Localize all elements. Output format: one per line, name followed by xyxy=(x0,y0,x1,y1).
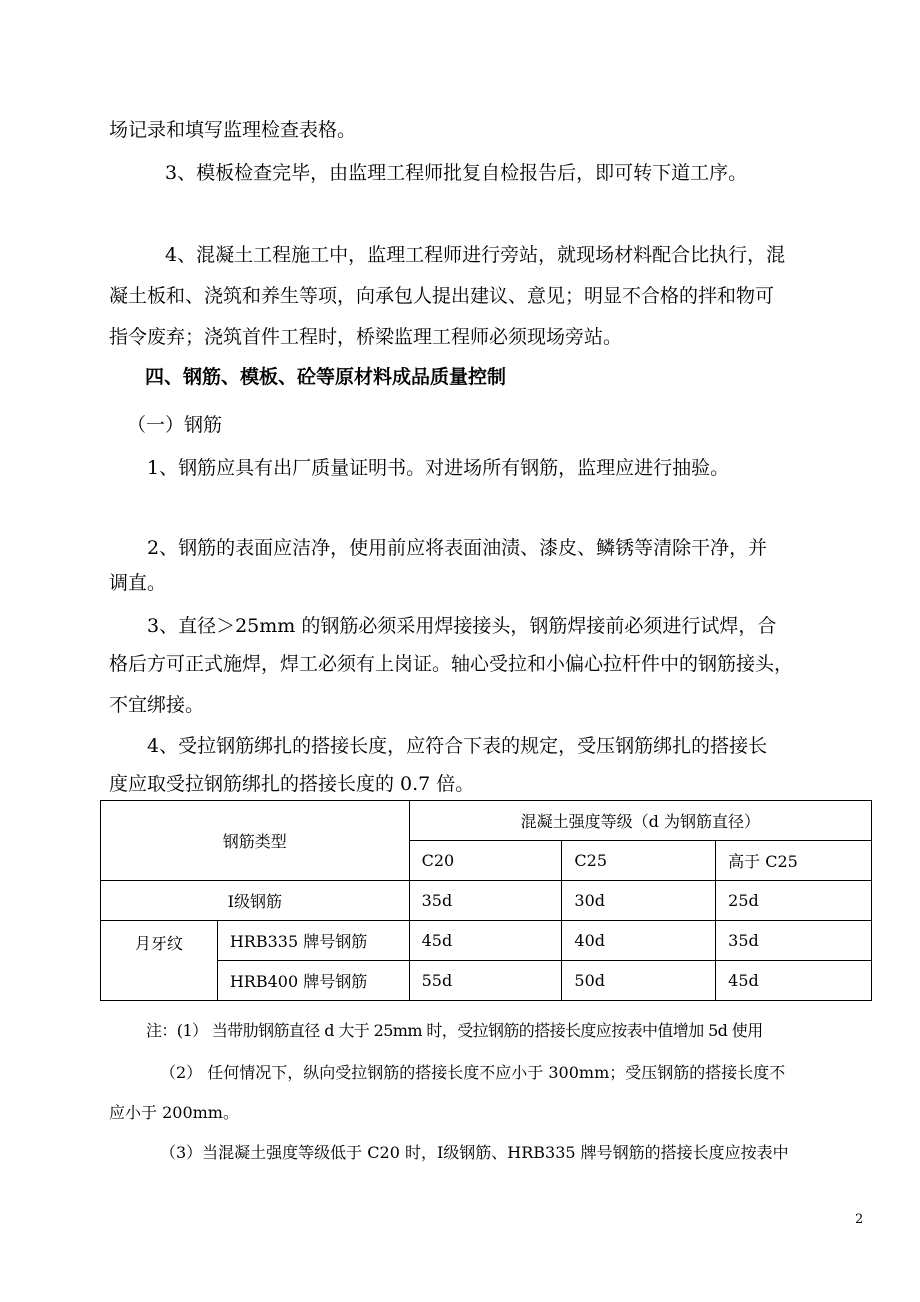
table-note: （3）当混凝土强度等级低于 C20 时，Ⅰ级钢筋、HRB335 牌号钢筋的搭接长度应按表中 xyxy=(160,1143,789,1162)
lap-length-table xyxy=(100,800,872,1001)
section-heading: 四、钢筋、模板、砼等原材料成品质量控制 xyxy=(145,366,507,388)
paragraph-line: 2、钢筋的表面应洁净，使用前应将表面油渍、漆皮、鳞锈等清除干净，并 xyxy=(147,537,768,559)
table-row xyxy=(101,801,872,841)
paragraph-line: 格后方可正式施焊，焊工必须有上岗证。轴心受拉和小偏心拉杆件中的钢筋接头， xyxy=(109,653,794,675)
paragraph-line: 调直。 xyxy=(109,572,167,594)
table-cell: HRB335 牌号钢筋 xyxy=(217,921,409,961)
table-header-cell: C25 xyxy=(562,841,716,881)
table-cell: Ⅰ级钢筋 xyxy=(101,881,410,921)
table-cell: 35d xyxy=(409,881,562,921)
table-cell: 35d xyxy=(716,921,872,961)
table-header-cell: 混凝土强度等级（d 为钢筋直径） xyxy=(409,801,871,841)
paragraph-line: 3、模板检查完毕，由监理工程师批复自检报告后，即可转下道工序。 xyxy=(165,162,748,184)
subsection-heading: （一）钢筋 xyxy=(127,414,223,436)
paragraph-line: 不宜绑接。 xyxy=(109,694,205,716)
paragraph-line: 度应取受拉钢筋绑扎的搭接长度的 0.7 倍。 xyxy=(109,773,475,795)
table-cell: 45d xyxy=(409,921,562,961)
table-cell: 55d xyxy=(409,961,562,1001)
table-cell: 月牙纹 xyxy=(101,921,218,1001)
table-cell: 30d xyxy=(562,881,716,921)
table-note: 应小于 200mm。 xyxy=(109,1103,239,1122)
paragraph-line: 4、受拉钢筋绑扎的搭接长度，应符合下表的规定，受压钢筋绑扎的搭接长 xyxy=(147,735,768,757)
paragraph-line: 场记录和填写监理检查表格。 xyxy=(109,119,357,141)
paragraph-line: 4、混凝土工程施工中，监理工程师进行旁站，就现场材料配合比执行，混 xyxy=(165,244,786,266)
paragraph-line: 凝土板和、浇筑和养生等项，向承包人提出建议、意见；明显不合格的拌和物可 xyxy=(109,285,775,307)
table-cell: 50d xyxy=(562,961,716,1001)
table-row xyxy=(101,881,872,921)
table-header-cell: C20 xyxy=(409,841,562,881)
table-cell: 25d xyxy=(716,881,872,921)
table-cell: 40d xyxy=(562,921,716,961)
table-header-cell: 高于 C25 xyxy=(716,841,872,881)
table-cell: HRB400 牌号钢筋 xyxy=(217,961,409,1001)
paragraph-line: 3、直径＞25mm 的钢筋必须采用焊接接头，钢筋焊接前必须进行试焊，合 xyxy=(147,615,777,637)
table-note: 注：(1） 当带肋钢筋直径 d 大于 25mm 时，受拉钢筋的搭接长度应按表中值增加 5d 使用 xyxy=(146,1021,763,1040)
table-header-cell: 钢筋类型 xyxy=(101,801,410,881)
paragraph-line: 指令废弃；浇筑首件工程时，桥梁监理工程师必须现场旁站。 xyxy=(109,326,623,348)
table-note: （2） 任何情况下，纵向受拉钢筋的搭接长度不应小于 300mm；受压钢筋的搭接长度不 xyxy=(160,1063,786,1082)
page-number: 2 xyxy=(855,1212,864,1227)
paragraph-line: 1、钢筋应具有出厂质量证明书。对进场所有钢筋，监理应进行抽验。 xyxy=(147,457,730,479)
table-row xyxy=(101,921,872,961)
table-cell: 45d xyxy=(716,961,872,1001)
